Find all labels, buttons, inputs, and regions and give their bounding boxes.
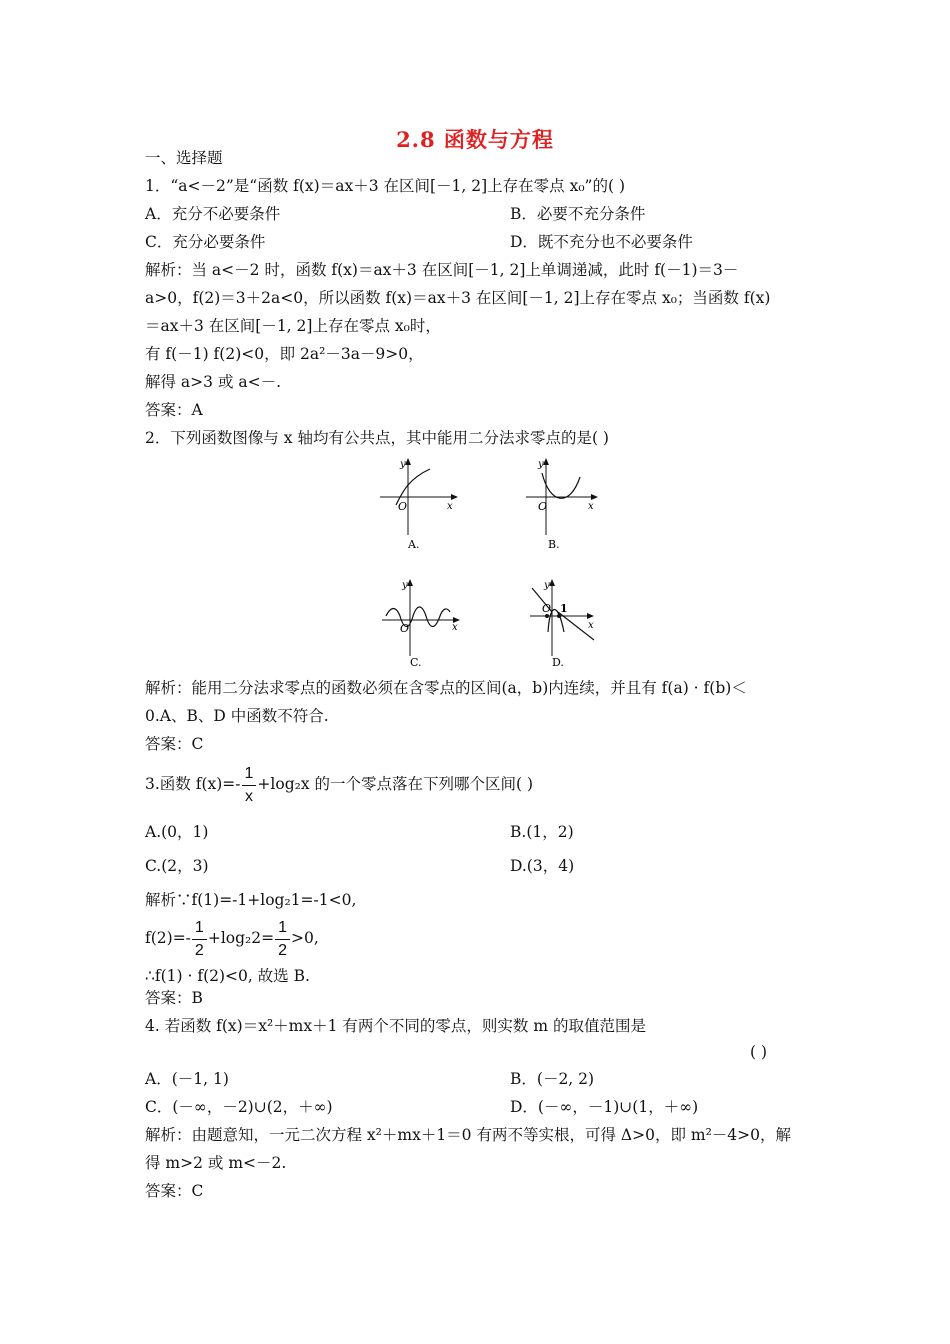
q1-option-a: A．充分不必要条件 <box>145 205 281 223</box>
q3-stem: 3.函数 f(x)=- $\frac{1}{x}$ +log₂x 的一个零点落在下列哪个区间( ) <box>145 762 533 808</box>
q3-solution-fraction-1: $\frac{1}{2}$ <box>192 917 207 962</box>
section-heading: 一、选择题 <box>145 149 223 167</box>
q3-option-c: C.(2，3) <box>145 857 209 875</box>
graph-a <box>378 455 460 553</box>
q4-option-b: B．(－2, 2) <box>510 1070 595 1088</box>
graph-d-one-label: 1 <box>560 602 568 615</box>
graph-c-x-label: x <box>452 622 458 633</box>
q1-option-d: D．既不充分也不必要条件 <box>510 233 693 251</box>
graph-b-y-label: y <box>538 459 544 470</box>
graph-c-origin: O <box>400 622 410 635</box>
graph-d-origin: O <box>542 602 552 615</box>
q3-solution-fraction-2: $\frac{1}{2}$ <box>275 917 290 962</box>
graph-a-label: A. <box>408 538 420 551</box>
q3-solution-line-1: 解析∵f(1)=-1+log₂1=-1<0, <box>145 891 357 909</box>
q2-solution-line-1: 解析：能用二分法求零点的函数必须在含零点的区间(a，b)内连续，并且有 f(a) · f(b)＜ <box>145 679 747 697</box>
q3-fraction: $\frac{1}{x}$ <box>242 763 257 808</box>
graph-b <box>522 455 604 553</box>
q1-solution-line-2: a>0，f(2)＝3＋2a<0，所以函数 f(x)＝ax＋3 在区间[－1, 2]上存在零点 x₀；当函数 f(x) <box>145 289 771 307</box>
q1-solution-line-5: 解得 a>3 或 a<－. <box>145 373 282 391</box>
graph-d-x-label: x <box>588 620 594 631</box>
graph-a-y-label: y <box>400 459 406 470</box>
q1-solution-line-1: 解析：当 a<－2 时，函数 f(x)＝ax＋3 在区间[－1, 2]上单调递减，此时 f(－1)＝3－ <box>145 261 739 279</box>
q1-solution-line-3: ＝ax＋3 在区间[－1, 2]上存在零点 x₀时， <box>145 317 441 335</box>
graph-b-label: B. <box>548 538 560 551</box>
q4-option-c: C．(－∞，－2)∪(2，＋∞) <box>145 1098 333 1116</box>
graph-d-y-label: y <box>544 580 550 591</box>
graph-c-label: C. <box>410 656 422 669</box>
q3-option-b: B.(1，2) <box>510 823 574 841</box>
graph-b-x-label: x <box>588 501 594 512</box>
q4-option-d: D．(－∞，－1)∪(1，＋∞) <box>510 1098 699 1116</box>
graph-a-x-label: x <box>447 501 453 512</box>
page-title: 2.8 函数与方程 <box>396 127 554 152</box>
q3-option-a: A.(0，1) <box>145 823 209 841</box>
q3-solution-line-3: ∴f(1) · f(2)<0, 故选 B. <box>145 967 310 985</box>
q1-option-c: C．充分必要条件 <box>145 233 266 251</box>
q3-solution-line-2: f(2)=- $\frac{1}{2}$ +log₂2= $\frac{1}{2}$ >0, <box>145 916 319 962</box>
q4-answer-bracket: ( ) <box>750 1043 768 1061</box>
q1-option-b: B．必要不充分条件 <box>510 205 646 223</box>
q1-solution-line-4: 有 f(－1) f(2)<0，即 2a²－3a－9>0， <box>145 345 424 363</box>
graph-a-origin: O <box>398 500 408 513</box>
graph-c <box>380 572 466 670</box>
q2-solution-line-2: 0.A、B、D 中函数不符合. <box>145 707 329 725</box>
q1-answer: 答案：A <box>145 401 203 419</box>
q4-answer: 答案：C <box>145 1182 204 1200</box>
q1-stem: 1．“a<－2”是“函数 f(x)＝ax＋3 在区间[－1, 2]上存在零点 x₀”的( ) <box>145 177 625 195</box>
q4-solution-line-1: 解析：由题意知，一元二次方程 x²＋mx＋1＝0 有两不等实根，可得 Δ>0，即 m²－4>0，解 <box>145 1126 791 1144</box>
q4-solution-line-2: 得 m>2 或 m<－2. <box>145 1154 287 1172</box>
q4-stem: 4. 若函数 f(x)＝x²＋mx＋1 有两个不同的零点，则实数 m 的取值范围是 <box>145 1017 646 1035</box>
graph-d-label: D. <box>552 656 564 669</box>
q4-option-a: A．(－1, 1) <box>145 1070 229 1088</box>
q2-stem: 2．下列函数图像与 x 轴均有公共点，其中能用二分法求零点的是( ) <box>145 429 609 447</box>
graph-d <box>520 572 606 670</box>
graph-c-y-label: y <box>402 580 408 591</box>
graph-b-origin: O <box>538 500 548 513</box>
q3-answer: 答案：B <box>145 989 203 1007</box>
q3-option-d: D.(3，4) <box>510 857 575 875</box>
q2-answer: 答案：C <box>145 735 204 753</box>
